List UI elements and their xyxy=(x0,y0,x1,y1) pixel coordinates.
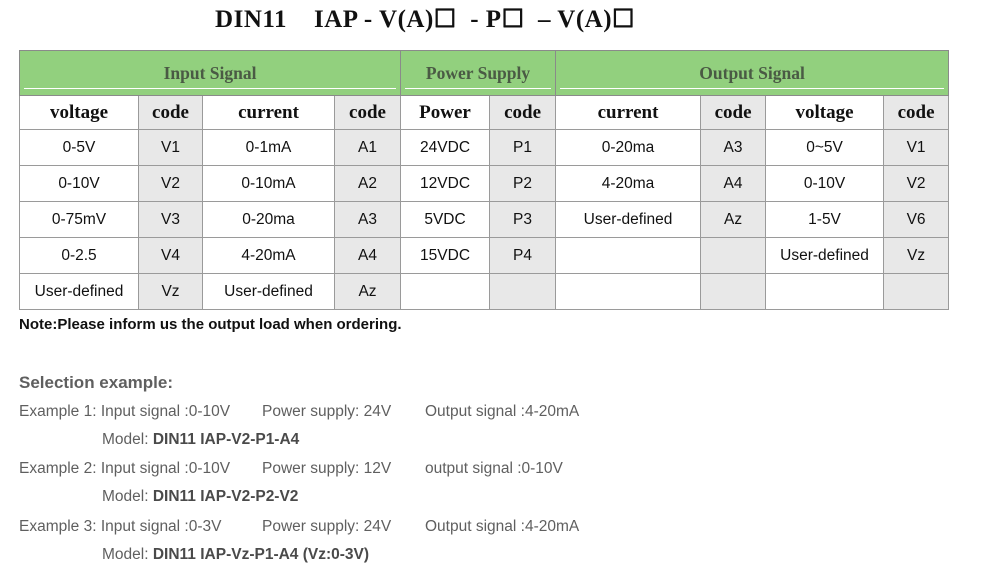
table-cell xyxy=(401,274,490,310)
table-cell xyxy=(701,238,766,274)
table-cell: 0-10V xyxy=(20,166,139,202)
model-prefix: Model: xyxy=(102,488,153,505)
model-code: DIN11 IAP-V2-P1-A4 xyxy=(152,431,300,448)
model-prefix: Model: xyxy=(102,546,153,563)
model-code-title: DIN11 IAP - V(A)☐ - P☐ – V(A)☐ xyxy=(215,6,635,33)
example-power: Power supply: 24V xyxy=(262,403,392,420)
example-power: Power supply: 24V xyxy=(262,518,392,535)
table-cell: 0~5V xyxy=(766,130,884,166)
column-header-row xyxy=(20,96,949,130)
table-cell: 0-10V xyxy=(766,166,884,202)
table-cell: 15VDC xyxy=(401,238,490,274)
table-cell: 24VDC xyxy=(401,130,490,166)
table-cell: User-defined xyxy=(766,238,884,274)
table-row xyxy=(20,166,949,202)
table-cell: 4-20mA xyxy=(203,238,335,274)
col-header: code xyxy=(335,96,401,130)
group-input-signal: Input Signal xyxy=(20,51,401,96)
table-cell: P3 xyxy=(490,202,556,238)
selection-table xyxy=(19,50,949,310)
example-output: Output signal :4-20mA xyxy=(425,403,580,420)
col-header: current xyxy=(556,96,701,130)
table-cell: 0-20ma xyxy=(203,202,335,238)
table-cell: V1 xyxy=(884,130,949,166)
table-cell: A4 xyxy=(701,166,766,202)
table-cell: A1 xyxy=(335,130,401,166)
table-cell: A4 xyxy=(335,238,401,274)
table-cell: V4 xyxy=(139,238,203,274)
group-header-row xyxy=(20,51,949,96)
col-header: voltage xyxy=(766,96,884,130)
table-cell: 0-20ma xyxy=(556,130,701,166)
selection-example-heading: Selection example: xyxy=(19,373,174,392)
table-cell: A3 xyxy=(335,202,401,238)
model-code: DIN11 IAP-Vz-P1-A4 (Vz:0-3V) xyxy=(152,546,370,563)
table-cell xyxy=(556,238,701,274)
table-cell: P4 xyxy=(490,238,556,274)
example-3-model xyxy=(102,546,369,564)
table-cell: 5VDC xyxy=(401,202,490,238)
table-cell: P2 xyxy=(490,166,556,202)
ordering-note: Note:Please inform us the output load when ordering. xyxy=(19,316,402,333)
table-cell: V3 xyxy=(139,202,203,238)
example-input: Example 2: Input signal :0-10V xyxy=(19,460,231,477)
col-header: code xyxy=(490,96,556,130)
col-header: current xyxy=(203,96,335,130)
example-output: output signal :0-10V xyxy=(425,460,563,477)
table-cell: Az xyxy=(335,274,401,310)
table-cell: User-defined xyxy=(20,274,139,310)
table-cell: 0-10mA xyxy=(203,166,335,202)
table-cell: 1-5V xyxy=(766,202,884,238)
model-prefix: Model: xyxy=(102,431,153,448)
table-cell: 12VDC xyxy=(401,166,490,202)
table-cell: 0-75mV xyxy=(20,202,139,238)
table-cell: V6 xyxy=(884,202,949,238)
group-output-signal: Output Signal xyxy=(556,51,949,96)
table-cell: P1 xyxy=(490,130,556,166)
table-row xyxy=(20,130,949,166)
table-cell: Vz xyxy=(884,238,949,274)
table-cell: V1 xyxy=(139,130,203,166)
table-cell: A3 xyxy=(701,130,766,166)
col-header: code xyxy=(884,96,949,130)
example-power: Power supply: 12V xyxy=(262,460,392,477)
table-cell xyxy=(701,274,766,310)
example-1-model xyxy=(102,431,299,449)
table-cell: User-defined xyxy=(556,202,701,238)
example-input: Example 1: Input signal :0-10V xyxy=(19,403,231,420)
table-cell: Az xyxy=(701,202,766,238)
col-header: Power xyxy=(401,96,490,130)
table-cell xyxy=(556,274,701,310)
table-cell: 0-1mA xyxy=(203,130,335,166)
example-output: Output signal :4-20mA xyxy=(425,518,580,535)
group-power-supply: Power Supply xyxy=(401,51,556,96)
table-cell: V2 xyxy=(884,166,949,202)
table-cell: User-defined xyxy=(203,274,335,310)
table-cell: A2 xyxy=(335,166,401,202)
table-cell xyxy=(490,274,556,310)
col-header: voltage xyxy=(20,96,139,130)
example-input: Example 3: Input signal :0-3V xyxy=(19,518,222,535)
example-2-model xyxy=(102,488,298,506)
table-cell: V2 xyxy=(139,166,203,202)
table-row xyxy=(20,274,949,310)
table-row xyxy=(20,238,949,274)
table-cell: 4-20ma xyxy=(556,166,701,202)
model-code: DIN11 IAP-V2-P2-V2 xyxy=(152,488,299,505)
table-cell: 0-2.5 xyxy=(20,238,139,274)
col-header: code xyxy=(701,96,766,130)
table-cell: 0-5V xyxy=(20,130,139,166)
col-header: code xyxy=(139,96,203,130)
table-row xyxy=(20,202,949,238)
table-cell: Vz xyxy=(139,274,203,310)
table-cell xyxy=(884,274,949,310)
table-cell xyxy=(766,274,884,310)
